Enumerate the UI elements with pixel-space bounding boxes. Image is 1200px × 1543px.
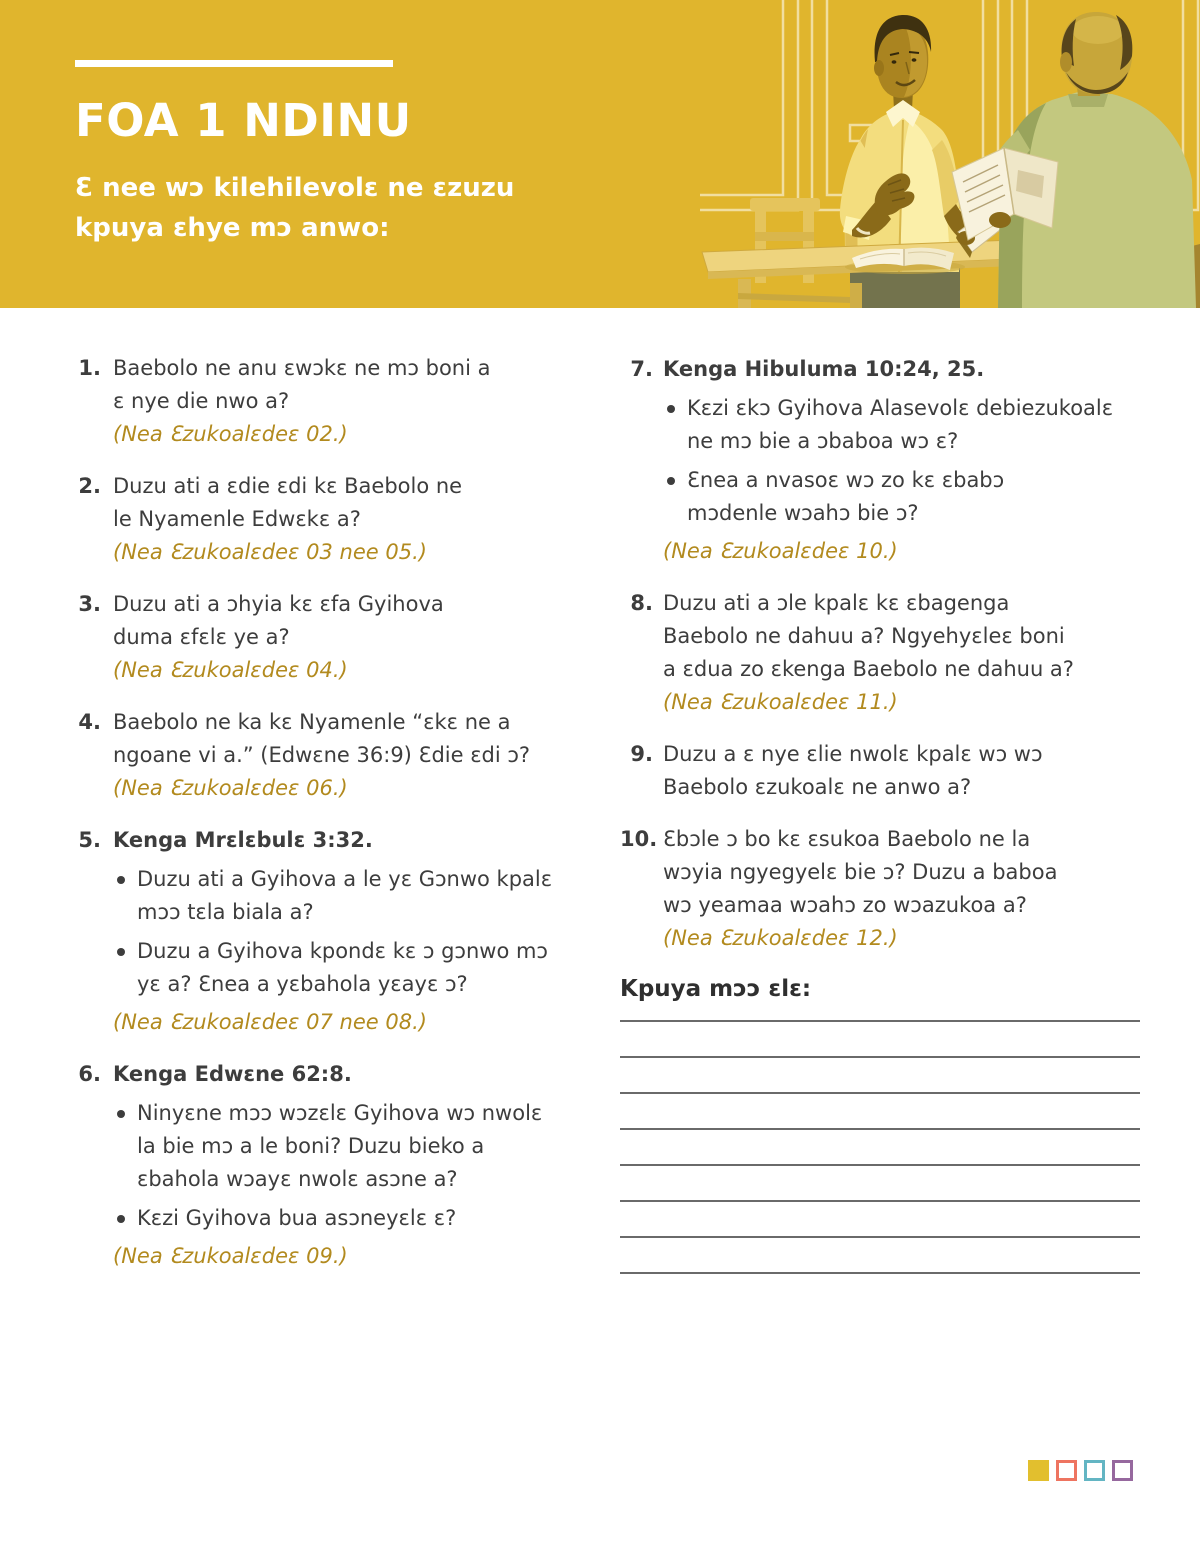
bullet-icon: [667, 477, 675, 485]
study-reference: (Nea Ɛzukoalɛdeɛ 02.): [113, 422, 348, 446]
question-body: [113, 824, 585, 1039]
question-number: 6.: [78, 1062, 101, 1086]
page-title: FOA 1 NDINU: [75, 94, 412, 147]
writing-lines: [620, 1004, 1140, 1274]
question-number: 4.: [78, 710, 101, 734]
question-body: [663, 738, 1140, 804]
study-reference: (Nea Ɛzukoalɛdeɛ 06.): [113, 776, 348, 800]
question-text-line: Duzu ati a ɔhyia kɛ ɛfa Gyihova: [113, 592, 444, 616]
bullet-item: [663, 464, 1140, 530]
bullet-icon: [117, 876, 125, 884]
bullet-item: [663, 392, 1140, 458]
question-item: [75, 352, 585, 451]
question-text-line: ɛ nye die nwo a?: [113, 389, 290, 413]
question-text-line: ngoane vi a.” (Edwɛne 36:9) Ɛdie ɛdi ɔ?: [113, 743, 531, 767]
bullet-text-line: ne mɔ bie a ɔbaboa wɔ ɛ?: [687, 429, 959, 453]
writing-line: [620, 1202, 1140, 1238]
question-heading-line: Kenga Edwɛne 62:8.: [113, 1062, 352, 1086]
questions-column-left: [75, 352, 585, 1292]
bullet-text-line: mɔdenle wɔahɔ bie ɔ?: [687, 501, 919, 525]
question-body: [113, 588, 585, 687]
page-header: [0, 0, 1200, 308]
writing-line: [620, 1166, 1140, 1202]
section-marker-teal: [1084, 1460, 1105, 1481]
question-item: [620, 587, 1140, 719]
bullet-icon: [667, 405, 675, 413]
question-body: [113, 470, 585, 569]
section-marker-coral: [1056, 1460, 1077, 1481]
question-number: 7.: [630, 357, 653, 381]
bullet-text-line: la bie mɔ a le boni? Duzu bieko a: [137, 1134, 485, 1158]
bullet-text-line: Duzu ati a Gyihova a le yɛ Gɔnwo kpalɛ: [137, 867, 553, 891]
question-text-line: Baebolo ne anu ɛwɔkɛ ne mɔ boni a: [113, 356, 491, 380]
question-text-line: Duzu a ɛ nye ɛlie nwolɛ kpalɛ wɔ wɔ: [663, 742, 1043, 766]
question-text-line: Baebolo ne dahuu a? Ngyehyɛleɛ boni: [663, 624, 1065, 648]
question-text-line: duma ɛfɛlɛ ye a?: [113, 625, 290, 649]
bullet-item: [113, 935, 585, 1001]
study-reference: (Nea Ɛzukoalɛdeɛ 04.): [113, 658, 348, 682]
question-text-line: Baebolo ɛzukoalɛ ne anwo a?: [663, 775, 972, 799]
bullet-item: [113, 863, 585, 929]
question-body: [113, 706, 585, 805]
question-text-line: Duzu ati a ɛdie ɛdi kɛ Baebolo ne: [113, 474, 463, 498]
bullet-icon: [117, 1110, 125, 1118]
section-marker-squares: [1028, 1460, 1133, 1481]
study-reference: (Nea Ɛzukoalɛdeɛ 03 nee 05.): [113, 540, 427, 564]
question-item: [620, 738, 1140, 804]
question-body: [663, 353, 1140, 568]
question-text-line: Ɛbɔle ɔ bo kɛ ɛsukoa Baebolo ne la: [663, 827, 1031, 851]
question-item: [620, 353, 1140, 568]
question-number: 2.: [78, 474, 101, 498]
section-marker-purple: [1112, 1460, 1133, 1481]
bullet-text-line: Duzu a Gyihova kpondɛ kɛ ɔ gɔnwo mɔ: [137, 939, 548, 963]
writing-line: [620, 1058, 1140, 1094]
bullet-text-line: yɛ a? Ɛnea a yɛbahola yɛayɛ ɔ?: [137, 972, 468, 996]
question-text-line: le Nyamenle Edwɛkɛ a?: [113, 507, 361, 531]
bullet-item: [113, 1097, 585, 1196]
study-illustration: [700, 0, 1200, 308]
question-number: 8.: [630, 591, 653, 615]
bullet-text-line: mɔɔ tɛla biala a?: [137, 900, 314, 924]
question-body: [113, 1058, 585, 1273]
study-reference: (Nea Ɛzukoalɛdeɛ 12.): [663, 926, 898, 950]
bullet-icon: [117, 1215, 125, 1223]
subtitle-line: Ɛ nee wɔ kilehilevolɛ ne ɛzuzu: [75, 173, 515, 203]
question-text-line: Baebolo ne ka kɛ Nyamenle “ɛkɛ ne a: [113, 710, 511, 734]
question-number: 10.: [620, 827, 658, 851]
question-body: [663, 823, 1140, 955]
study-reference: (Nea Ɛzukoalɛdeɛ 11.): [663, 690, 898, 714]
study-reference: (Nea Ɛzukoalɛdeɛ 09.): [113, 1244, 348, 1268]
question-item: [75, 470, 585, 569]
question-item: [75, 706, 585, 805]
study-reference: (Nea Ɛzukoalɛdeɛ 07 nee 08.): [113, 1010, 427, 1034]
bullet-icon: [117, 948, 125, 956]
page-subtitle: [75, 168, 514, 248]
question-number: 3.: [78, 592, 101, 616]
questions-column-right: [620, 353, 1140, 1274]
bullet-item: [113, 1202, 585, 1235]
writing-line: [620, 1022, 1140, 1058]
question-item: [620, 823, 1140, 955]
title-accent-bar: [75, 60, 393, 67]
study-reference: (Nea Ɛzukoalɛdeɛ 10.): [663, 539, 898, 563]
notes-heading: Kpuya mɔɔ ɛlɛ:: [620, 976, 812, 1002]
bullet-text-line: Kɛzi ɛkɔ Gyihova Alasevolɛ debiezukoalɛ: [687, 396, 1114, 420]
question-number: 9.: [630, 742, 653, 766]
question-number: 1.: [78, 356, 101, 380]
question-text-line: wɔyia ngyegyelɛ bie ɔ? Duzu a baboa: [663, 860, 1058, 884]
question-heading-line: Kenga Hibuluma 10:24, 25.: [663, 357, 985, 381]
question-heading-line: Kenga Mrɛlɛbulɛ 3:32.: [113, 828, 373, 852]
writing-line: [620, 1238, 1140, 1274]
question-text-line: a ɛdua zo ɛkenga Baebolo ne dahuu a?: [663, 657, 1074, 681]
writing-line: [620, 1094, 1140, 1130]
writing-line: [620, 1130, 1140, 1166]
bullet-text-line: Ninyɛne mɔɔ wɔzɛlɛ Gyihova wɔ nwolɛ: [137, 1101, 543, 1125]
writing-line: [620, 1004, 1140, 1022]
subtitle-line: kpuya ɛhye mɔ anwo:: [75, 213, 390, 243]
question-body: [113, 352, 585, 451]
question-text-line: wɔ yeamaa wɔahɔ zo wɔazukoa a?: [663, 893, 1027, 917]
bullet-text-line: Kɛzi Gyihova bua asɔneyɛlɛ ɛ?: [137, 1206, 457, 1230]
section-marker-yellow: [1028, 1460, 1049, 1481]
bullet-text-line: Ɛnea a nvasoɛ wɔ zo kɛ ɛbabɔ: [687, 468, 1005, 492]
question-item: [75, 1058, 585, 1273]
question-item: [75, 588, 585, 687]
question-body: [663, 587, 1140, 719]
question-item: [75, 824, 585, 1039]
question-number: 5.: [78, 828, 101, 852]
question-text-line: Duzu ati a ɔle kpalɛ kɛ ɛbagenga: [663, 591, 1010, 615]
bullet-text-line: ɛbahola wɔayɛ nwolɛ asɔne a?: [137, 1167, 458, 1191]
